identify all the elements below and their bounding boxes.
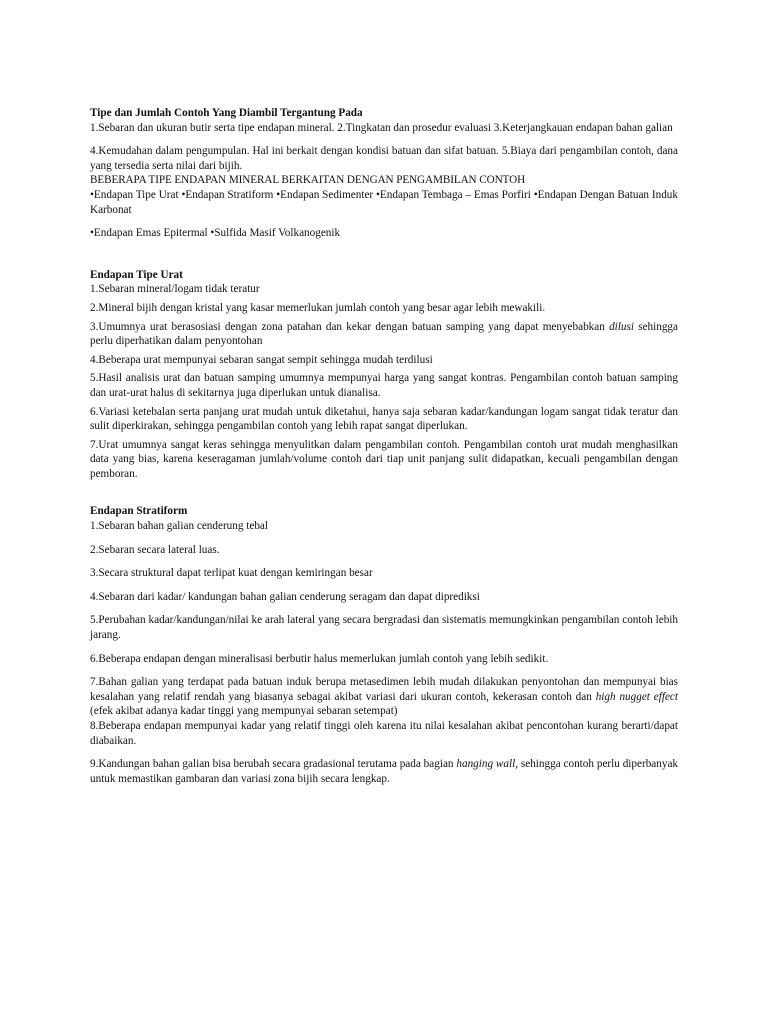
stratiform-item-7-emphasis: high nugget effect [595, 690, 678, 703]
stratiform-item-7 [90, 675, 678, 719]
urat-item-3 [90, 320, 678, 349]
stratiform-item-5: 5.Perubahan kadar/kandungan/nilai ke arah lateral yang secara bergradasi dan sistematis memungkinkan pengambilan contoh lebih jarang. [90, 614, 678, 642]
urat-item-6: 6.Variasi ketebalan serta panjang urat mudah untuk diketahui, hanya saja sebaran kadar/kandungan logam sangat tidak teratur dan sulit diperkirakan, sehingga pengambilan contoh yang lebih rapat sangat diperlukan. [90, 405, 678, 433]
intro-paragraph-1: 1.Sebaran dan ukuran butir serta tipe endapan mineral. 2.Tingkatan dan prosedur evaluasi 3.Keterjangkauan endapan bahan galian [90, 121, 673, 134]
stratiform-item-4: 4.Sebaran dari kadar/ kandungan bahan galian cenderung seragam dan dapat diprediksi [90, 590, 480, 603]
intro-heading: Tipe dan Jumlah Contoh Yang Diambil Tergantung Pada [90, 107, 363, 119]
stratiform-item-9-text-a: 9.Kandungan bahan galian bisa berubah secara gradasional terutama pada bagian [90, 758, 457, 771]
stratiform-item-9-emphasis: hanging wall, [456, 758, 519, 771]
urat-item-3-text-b: sehingga perlu diperhatikan dalam penyontohan [90, 320, 678, 348]
urat-item-2: 2.Mineral bijih dengan kristal yang kasar memerlukan jumlah contoh yang besar agar lebih mewakili. [90, 301, 546, 314]
urat-item-3-emphasis: dilusi [609, 320, 634, 333]
stratiform-heading: Endapan Stratiform [90, 505, 188, 518]
stratiform-item-3: 3.Secara struktural dapat terlipat kuat dengan kemiringan besar [90, 567, 373, 580]
stratiform-item-7-text-a: 7.Bahan galian yang terdapat pada batuan induk berupa metasedimen lebih mudah dilakukan penyontohan dan mempunyai bias kesalahan yang relatif rendah yang biasanya sebagai akibat variasi dari ukuran contoh, kekerasan contoh dan [90, 676, 678, 703]
intro-paragraph-2: 4.Kemudahan dalam pengumpulan. Hal ini berkait dengan kondisi batuan dan sifat batuan. 5.Biaya dari pengambilan contoh, dana yang tersedia serta nilai dari bijih. [90, 145, 678, 172]
stratiform-item-2: 2.Sebaran secara lateral luas. [90, 543, 220, 556]
types-list-line-2: •Endapan Emas Epitermal •Sulfida Masif Volkanogenik [90, 227, 341, 240]
stratiform-item-9-text-b: sehingga contoh perlu diperbanyak untuk memastikan gambaran dan variasi zona bijih secara lengkap. [90, 758, 679, 785]
stratiform-item-9 [90, 757, 678, 786]
stratiform-item-8: 8.Beberapa endapan mempunyai kadar yang relatif tinggi oleh karena itu nilai kesalahan akibat pencontohan kurang berarti/dapat diabaikan. [90, 720, 678, 747]
urat-item-1: 1.Sebaran mineral/logam tidak teratur [90, 283, 260, 296]
urat-item-3-text-a: 3.Umumnya urat berasosiasi dengan zona patahan dan kekar dengan batuan samping yang dapat menyebabkan [90, 320, 610, 333]
urat-heading: Endapan Tipe Urat [90, 268, 183, 281]
urat-item-4: 4.Beberapa urat mempunyai sebaran sangat sempit sehingga mudah terdilusi [90, 353, 433, 366]
document-page [90, 106, 678, 786]
stratiform-item-6: 6.Beberapa endapan dengan mineralisasi berbutir halus memerlukan jumlah contoh yang lebih sedikit. [90, 652, 549, 665]
stratiform-item-1: 1.Sebaran bahan galian cenderung tebal [90, 520, 268, 533]
types-list-line-1: •Endapan Tipe Urat •Endapan Stratiform •Endapan Sedimenter •Endapan Tembaga – Emas Porfiri •Endapan Dengan Batuan Induk Karbonat [90, 188, 678, 216]
urat-item-7: 7.Urat umumnya sangat keras sehingga menyulitkan dalam pengambilan contoh. Pengambilan contoh urat mudah menghasilkan data yang bias, karena keseragaman jumlah/volume contoh dari tiap unit panjang sulit didapatkan, kecuali pengambilan dengan pemboran. [90, 438, 678, 480]
types-heading: BEBERAPA TIPE ENDAPAN MINERAL BERKAITAN DENGAN PENGAMBILAN CONTOH [90, 174, 526, 187]
stratiform-item-7-text-b: (efek akibat adanya kadar tinggi yang mempunyai sebaran setempat) [90, 705, 398, 718]
urat-item-5: 5.Hasil analisis urat dan batuan samping umumnya mempunyai harga yang sangat kontras. Pengambilan contoh batuan samping dan urat-urat halus di sekitarnya juga diperlukan untuk dianalisa. [90, 372, 678, 399]
